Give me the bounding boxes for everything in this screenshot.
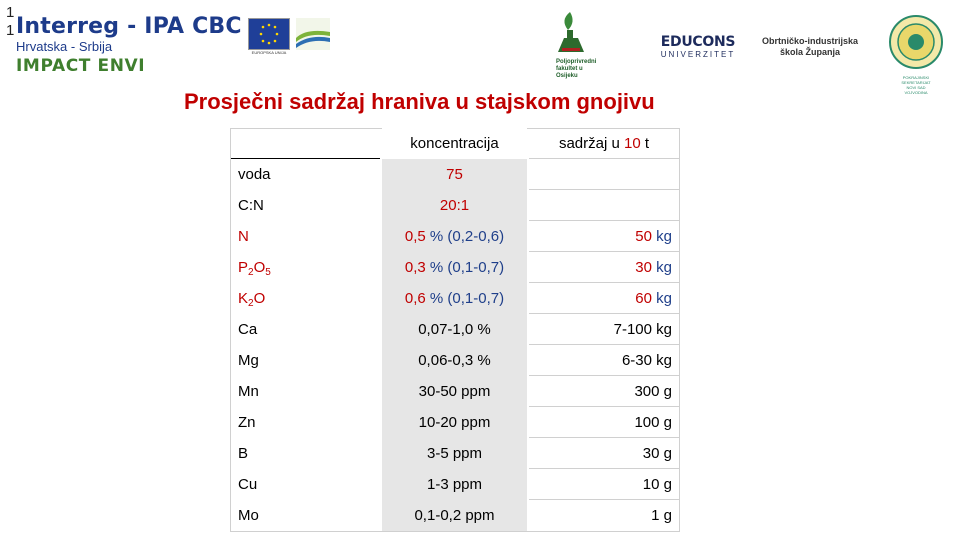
row-conc-ca: 0,07-1,0 % [382,314,527,345]
conc-range: (0,1-0,7) [443,290,505,307]
educons-logo-text: EDUCONS [660,34,736,50]
conc-value: 0,6 [404,290,426,307]
flask-leaf-icon [556,10,586,54]
row-separator [529,282,679,283]
seal-line-2: NOVI SAD [906,85,926,90]
school-line-1: Obrtničko-industrijska [761,36,859,46]
row-separator [529,189,679,190]
content-unit: kg [651,259,672,276]
row-separator [529,437,679,438]
header-content [529,128,679,159]
row-label-voda: voda [238,166,271,183]
school-line-2: škola Županja [779,47,841,57]
conc-unit: % [425,290,444,307]
conc-unit: % [425,228,444,245]
row-label-p2o5 [230,252,380,283]
conc-unit: % [425,259,444,276]
row-content-mo: 1 g [529,500,679,531]
faculty-line-1: Poljoprivredni [556,59,597,65]
table-border-bottom [230,531,680,532]
row-separator [529,344,679,345]
cbc-wave-icon [296,18,330,50]
label-base: K [238,290,249,307]
row-label-b: B [238,445,249,462]
row-label-cu: Cu [238,476,258,493]
content-amount: 60 [635,290,652,307]
label-base: P [238,259,249,276]
content-unit: kg [651,228,672,245]
table-border-right [679,128,680,531]
row-conc-p2o5 [382,252,527,283]
row-content-ca: 7-100 kg [529,314,679,345]
eu-caption: EUROPSKA UNIJA [251,50,287,55]
row-content-k2o [529,283,679,314]
row-content-n [529,221,679,252]
school-logo [758,36,862,58]
row-conc-voda: 75 [382,159,527,190]
seal-logo [888,14,944,95]
row-separator [529,251,679,252]
seal-line-3: VOJVODINA [904,90,928,95]
conc-value: 0,5 [404,228,426,245]
faculty-logo [556,10,626,88]
interreg-subtitle: Hrvatska - Srbija [16,39,113,54]
row-label-mn: Mn [238,383,259,400]
row-label-mo: Mo [238,507,259,524]
project-logo-text: IMPACT ENVI [16,56,146,76]
row-content-b: 30 g [529,438,679,469]
row-separator [529,313,679,314]
interreg-logo [16,14,316,84]
label-sub-2: 5 [265,267,271,278]
row-separator [529,406,679,407]
row-conc-b: 3-5 ppm [382,438,527,469]
conc-range: (0,2-0,6) [443,228,505,245]
row-label-mg: Mg [238,352,259,369]
slide-number: 1 1 [6,4,15,39]
row-content-cn [529,190,679,221]
header-content-unit: t [640,135,650,152]
seal-line-1: POKRAJINSKI SEKRETARIJAT [901,75,931,85]
row-conc-mo: 0,1-0,2 ppm [382,500,527,531]
row-separator [529,158,679,159]
header-content-amount: 10 [624,135,641,152]
row-content-mg: 6-30 kg [529,345,679,376]
row-conc-mg: 0,06-0,3 % [382,345,527,376]
content-amount: 50 [635,228,652,245]
content-amount: 30 [635,259,652,276]
faculty-line-3: Osijeku [556,73,578,79]
row-conc-k2o [382,283,527,314]
row-content-cu: 10 g [529,469,679,500]
seal-icon [888,14,944,70]
row-separator [529,220,679,221]
eu-flag-icon [248,18,290,50]
row-separator [529,375,679,376]
header-concentration: koncentracija [382,128,527,159]
row-conc-cu: 1-3 ppm [382,469,527,500]
label-mid: O [253,290,266,307]
row-separator [529,499,679,500]
row-content-voda [529,159,679,190]
label-sub-1: 2 [248,298,254,309]
row-label-ca: Ca [238,321,258,338]
row-label-k2o [230,283,380,314]
row-separator [529,468,679,469]
row-label-cn: C:N [238,197,264,214]
row-content-zn: 100 g [529,407,679,438]
educons-logo [656,34,740,64]
faculty-line-2: fakultet u [556,66,583,72]
label-sub-1: 2 [248,267,254,278]
row-content-p2o5 [529,252,679,283]
header-content-prefix: sadržaj u [558,135,624,152]
row-conc-cn: 20:1 [382,190,527,221]
row-conc-zn: 10-20 ppm [382,407,527,438]
conc-range: (0,1-0,7) [443,259,505,276]
content-unit: kg [651,290,672,307]
interreg-logo-text: Interreg - IPA CBC [16,14,242,39]
label-mid: O [253,259,266,276]
row-content-mn: 300 g [529,376,679,407]
conc-value: 0,3 [404,259,426,276]
row-conc-n [382,221,527,252]
row-label-zn: Zn [238,414,256,431]
row-conc-mn: 30-50 ppm [382,376,527,407]
row-label-n: N [238,228,249,245]
educons-subtitle: UNIVERZITET [660,50,736,59]
page-title: Prosječni sadržaj hraniva u stajskom gnojivu [184,89,655,114]
